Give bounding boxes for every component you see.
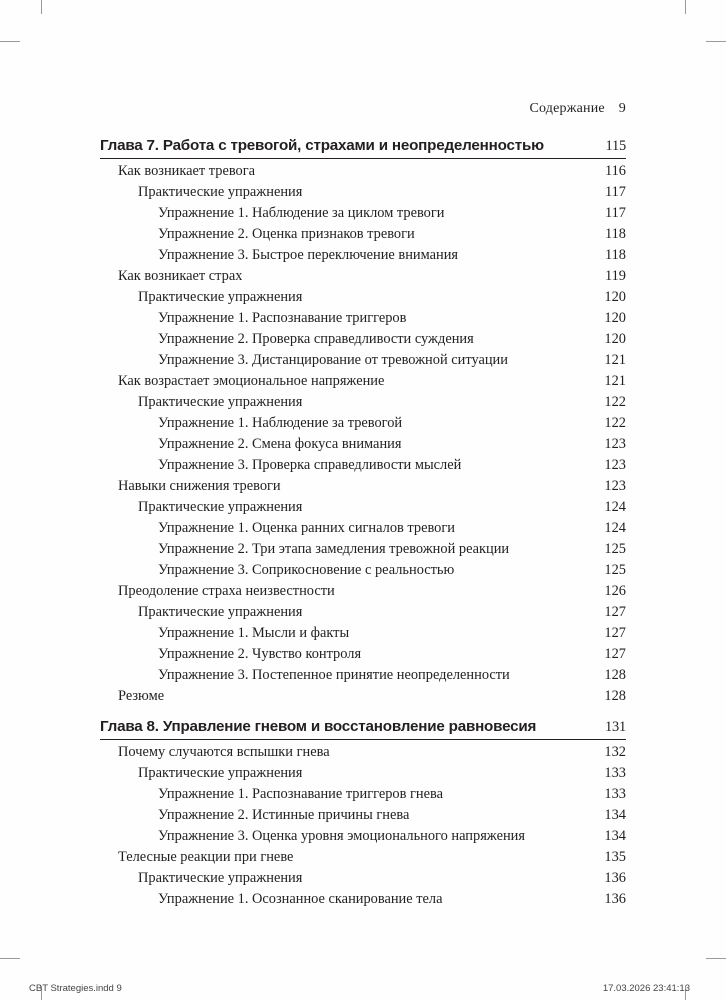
toc-entry-page-number: 128 bbox=[604, 667, 626, 683]
toc-entry-page-number: 116 bbox=[604, 163, 626, 179]
toc-entry-page-number: 124 bbox=[604, 520, 626, 536]
toc-entry-page-number: 135 bbox=[604, 849, 626, 865]
toc-entry-page-number: 118 bbox=[604, 226, 626, 242]
toc-entry-title: Упражнение 3. Быстрое переключение внимания bbox=[158, 247, 459, 263]
toc-entry-title: Упражнение 3. Проверка справедливости мыслей bbox=[158, 457, 462, 473]
toc-entry-page-number: 121 bbox=[604, 373, 626, 389]
toc-entry-page-number: 127 bbox=[604, 625, 626, 641]
toc-entry bbox=[100, 476, 626, 497]
toc-entry-page-number: 133 bbox=[604, 765, 626, 781]
toc-entry-title: Упражнение 1. Наблюдение за циклом тревоги bbox=[158, 205, 445, 221]
toc-entry-title: Практические упражнения bbox=[138, 499, 303, 515]
toc-entry bbox=[100, 413, 626, 434]
toc-entry bbox=[100, 203, 626, 224]
chapter-rule bbox=[100, 739, 626, 740]
toc-entry-title: Практические упражнения bbox=[138, 870, 303, 886]
toc-entry-title: Практические упражнения bbox=[138, 184, 303, 200]
toc-entry bbox=[100, 847, 626, 868]
toc-entry-title: Упражнение 1. Наблюдение за тревогой bbox=[158, 415, 403, 431]
chapter-page-number: 115 bbox=[605, 138, 626, 154]
toc-entry-page-number: 123 bbox=[604, 478, 626, 494]
chapter-rule bbox=[100, 158, 626, 159]
toc-entry-page-number: 136 bbox=[604, 870, 626, 886]
toc-entry bbox=[100, 868, 626, 889]
toc-entry bbox=[100, 308, 626, 329]
toc-entry bbox=[100, 161, 626, 182]
toc-entry-page-number: 134 bbox=[604, 828, 626, 844]
toc-entry-title: Упражнение 1. Распознавание триггеров гнева bbox=[158, 786, 443, 802]
toc-entry-page-number: 122 bbox=[604, 415, 626, 431]
toc-entry-page-number: 122 bbox=[604, 394, 626, 410]
toc-entry-page-number: 132 bbox=[604, 744, 626, 760]
toc-entry bbox=[100, 392, 626, 413]
toc-entry bbox=[100, 889, 626, 910]
toc-entry bbox=[100, 560, 626, 581]
toc-entry bbox=[100, 665, 626, 686]
chapter-title: Глава 8. Управление гневом и восстановление равновесия bbox=[100, 718, 537, 735]
chapter-heading bbox=[100, 715, 626, 739]
toc-entry bbox=[100, 224, 626, 245]
toc-entry-title: Практические упражнения bbox=[138, 394, 303, 410]
toc-entry bbox=[100, 266, 626, 287]
toc-entry-title: Телесные реакции при гневе bbox=[118, 849, 294, 865]
toc-entry-page-number: 119 bbox=[604, 268, 626, 284]
toc-entry-title: Упражнение 2. Три этапа замедления тревожной реакции bbox=[158, 541, 510, 557]
crop-mark-left-bottom bbox=[0, 958, 20, 959]
toc-entry-page-number: 126 bbox=[604, 583, 626, 599]
toc-entry-page-number: 120 bbox=[604, 331, 626, 347]
toc-entry-title: Упражнение 2. Смена фокуса внимания bbox=[158, 436, 402, 452]
toc-entry bbox=[100, 287, 626, 308]
running-head-page-number: 9 bbox=[618, 101, 626, 116]
slug-file-name: CBT Strategies.indd 9 bbox=[29, 983, 122, 994]
toc-entry-title: Упражнение 2. Истинные причины гнева bbox=[158, 807, 410, 823]
toc-entry-page-number: 127 bbox=[604, 604, 626, 620]
crop-mark-left-top bbox=[0, 41, 20, 42]
toc-entry-title: Практические упражнения bbox=[138, 604, 303, 620]
toc-entry bbox=[100, 623, 626, 644]
toc-entry-page-number: 128 bbox=[604, 688, 626, 704]
toc-entry bbox=[100, 581, 626, 602]
toc-entry-title: Упражнение 1. Осознанное сканирование тела bbox=[158, 891, 443, 907]
toc-entry-title: Упражнение 1. Распознавание триггеров bbox=[158, 310, 407, 326]
toc-entry-page-number: 124 bbox=[604, 499, 626, 515]
slug-datetime: 17.03.2026 23:41:13 bbox=[602, 983, 690, 994]
running-head-section: Содержание bbox=[529, 101, 605, 116]
toc-entry-title: Упражнение 3. Оценка уровня эмоционального напряжения bbox=[158, 828, 525, 844]
toc-entry-page-number: 125 bbox=[604, 541, 626, 557]
toc-entry bbox=[100, 182, 626, 203]
table-of-contents bbox=[100, 134, 626, 910]
toc-entry bbox=[100, 784, 626, 805]
toc-entry-title: Упражнение 2. Проверка справедливости суждения bbox=[158, 331, 474, 347]
toc-entry-page-number: 117 bbox=[604, 184, 626, 200]
toc-entry bbox=[100, 455, 626, 476]
toc-entry-title: Упражнение 1. Мысли и факты bbox=[158, 625, 350, 641]
toc-entry bbox=[100, 329, 626, 350]
toc-entry-title: Как возникает страх bbox=[118, 268, 243, 284]
crop-mark-right-bottom bbox=[706, 958, 726, 959]
toc-entry-title: Преодоление страха неизвестности bbox=[118, 583, 335, 599]
toc-entry-title: Упражнение 2. Оценка признаков тревоги bbox=[158, 226, 415, 242]
toc-entry bbox=[100, 371, 626, 392]
crop-mark-top-right bbox=[685, 0, 686, 14]
toc-entry bbox=[100, 805, 626, 826]
toc-entry bbox=[100, 434, 626, 455]
chapter-spacer bbox=[100, 707, 626, 715]
toc-entry-page-number: 120 bbox=[604, 289, 626, 305]
toc-entry bbox=[100, 686, 626, 707]
crop-mark-right-top bbox=[706, 41, 726, 42]
chapter-page-number: 131 bbox=[605, 719, 626, 735]
toc-entry-title: Практические упражнения bbox=[138, 289, 303, 305]
toc-entry-title: Упражнение 2. Чувство контроля bbox=[158, 646, 362, 662]
toc-entry-page-number: 127 bbox=[604, 646, 626, 662]
toc-entry-page-number: 133 bbox=[604, 786, 626, 802]
toc-entry-title: Как возрастает эмоциональное напряжение bbox=[118, 373, 385, 389]
toc-entry-title: Как возникает тревога bbox=[118, 163, 256, 179]
toc-entry-page-number: 123 bbox=[604, 436, 626, 452]
toc-entry bbox=[100, 497, 626, 518]
toc-entry-page-number: 125 bbox=[604, 562, 626, 578]
toc-entry-title: Упражнение 1. Оценка ранних сигналов тревоги bbox=[158, 520, 455, 536]
toc-entry bbox=[100, 644, 626, 665]
toc-entry-page-number: 118 bbox=[604, 247, 626, 263]
toc-entry-page-number: 117 bbox=[604, 205, 626, 221]
chapter-heading bbox=[100, 134, 626, 158]
toc-entry bbox=[100, 518, 626, 539]
toc-entry-title: Резюме bbox=[118, 688, 165, 704]
toc-entry-title: Навыки снижения тревоги bbox=[118, 478, 281, 494]
toc-entry bbox=[100, 245, 626, 266]
toc-entry-title: Почему случаются вспышки гнева bbox=[118, 744, 330, 760]
toc-entry-page-number: 136 bbox=[604, 891, 626, 907]
toc-entry-title: Упражнение 3. Соприкосновение с реальностью bbox=[158, 562, 455, 578]
toc-entry bbox=[100, 742, 626, 763]
toc-entry bbox=[100, 826, 626, 847]
toc-entry-page-number: 134 bbox=[604, 807, 626, 823]
toc-entry bbox=[100, 763, 626, 784]
toc-entry-title: Практические упражнения bbox=[138, 765, 303, 781]
toc-entry bbox=[100, 539, 626, 560]
toc-entry-page-number: 120 bbox=[604, 310, 626, 326]
running-head bbox=[529, 101, 626, 117]
toc-entry bbox=[100, 350, 626, 371]
toc-entry-title: Упражнение 3. Постепенное принятие неопределенности bbox=[158, 667, 510, 683]
toc-entry-page-number: 123 bbox=[604, 457, 626, 473]
toc-entry-page-number: 121 bbox=[604, 352, 626, 368]
chapter-title: Глава 7. Работа с тревогой, страхами и неопределенностью bbox=[100, 137, 544, 154]
crop-mark-top-left bbox=[41, 0, 42, 14]
toc-entry-title: Упражнение 3. Дистанцирование от тревожной ситуации bbox=[158, 352, 508, 368]
toc-entry bbox=[100, 602, 626, 623]
